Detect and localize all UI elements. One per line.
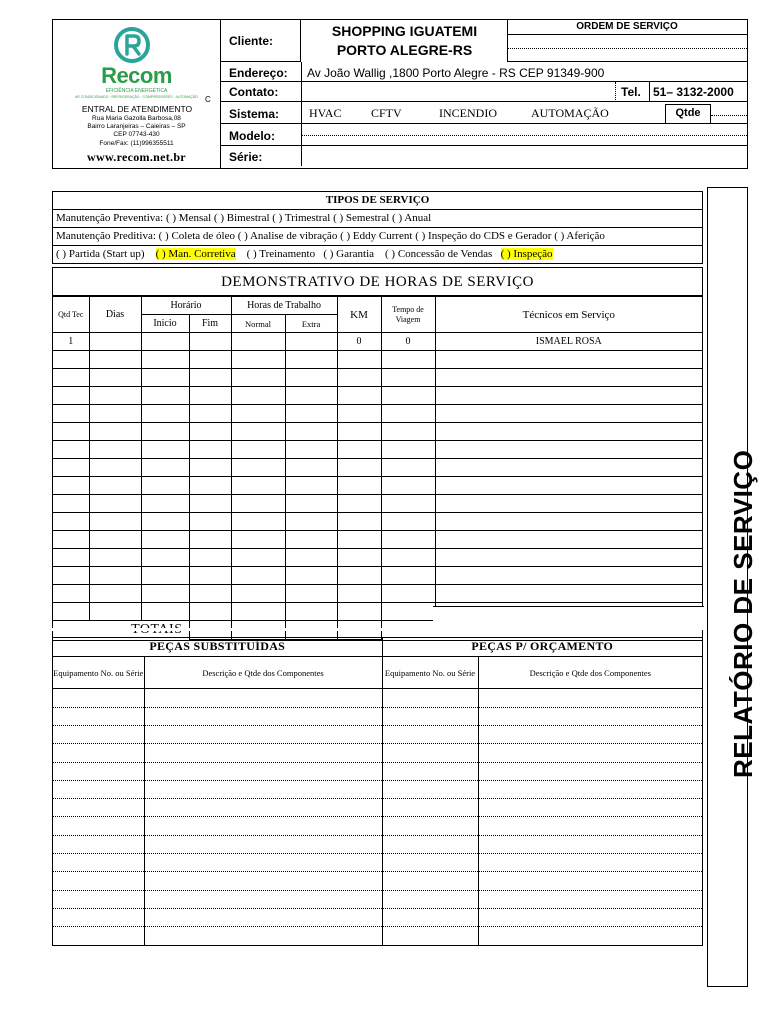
cliente-value-line2: PORTO ALEGRE-RS	[336, 42, 473, 58]
os-label: ORDEM DE SERVIÇO	[576, 21, 678, 32]
recom-logo-icon	[112, 25, 152, 65]
pecas-row	[53, 799, 702, 817]
table-row	[53, 459, 702, 477]
table-row	[53, 567, 702, 585]
pecas-row	[53, 853, 702, 871]
table-row	[53, 441, 702, 459]
demonstrativo-title: DEMONSTRATIVO DE HORAS DE SERVIÇO	[53, 268, 702, 296]
partida-option[interactable]: ( ) Partida (Start up)	[56, 248, 156, 260]
row1-tecnico[interactable]: ISMAEL ROSA	[435, 333, 702, 351]
row1-km[interactable]: 0	[337, 333, 381, 351]
sistema-option-hvac[interactable]: HVAC	[309, 106, 342, 120]
modelo-label: Modelo:	[229, 129, 275, 143]
horas-table	[53, 296, 702, 640]
col-horario: Horário	[141, 297, 231, 315]
right-col-desc: Descrição e Qtde dos Componentes	[478, 656, 702, 689]
sistema-option-incendio[interactable]: INCENDIO	[439, 106, 497, 120]
sistema-label: Sistema:	[229, 107, 280, 121]
contato-label: Contato:	[229, 85, 279, 99]
col-horas-trabalho: Horas de Trabalho	[231, 297, 337, 315]
stray-c: C	[205, 95, 211, 104]
side-title-box	[707, 187, 758, 987]
central-title: ENTRAL DE ATENDIMENTO	[81, 104, 193, 114]
left-col-desc: Descrição e Qtde dos Componentes	[144, 656, 382, 689]
tipos-outros[interactable]	[53, 246, 702, 264]
pecas-row	[53, 744, 702, 762]
pecas-row	[53, 927, 702, 945]
qtde-label: Qtde	[675, 107, 701, 119]
company-logo-block	[53, 20, 221, 168]
header-block	[52, 19, 748, 169]
tipos-servico-block	[52, 191, 703, 264]
company-cep: CEP 07743-430	[113, 131, 160, 138]
pecas-substituidas-title: PEÇAS SUBSTITUÍDAS	[53, 638, 382, 656]
pecas-row	[53, 725, 702, 743]
pecas-block	[52, 637, 703, 946]
row1-tempo[interactable]: 0	[381, 333, 435, 351]
inspecao-option[interactable]: ( ) Inspeção	[500, 248, 553, 260]
side-title: RELATÓRIO DE SERVIÇO	[728, 449, 758, 778]
company-phone: Fone/Fax: (11)996355511	[99, 140, 174, 147]
col-fim: Fim	[189, 315, 231, 333]
pecas-row	[53, 835, 702, 853]
brand-tagline: EFICIÊNCIA ENERGÉTICA	[105, 88, 168, 94]
table-row	[53, 531, 702, 549]
table-row	[53, 351, 702, 369]
tipos-title: TIPOS DE SERVIÇO	[53, 192, 702, 210]
col-km: KM	[337, 297, 381, 333]
col-qtd-tec: Qtd Tec	[53, 297, 89, 333]
col-dias: Dias	[89, 297, 141, 333]
pecas-row	[53, 890, 702, 908]
col-normal: Normal	[231, 315, 285, 333]
table-row	[53, 423, 702, 441]
pecas-row	[53, 817, 702, 835]
cliente-value-line1: SHOPPING IGUATEMI	[331, 23, 478, 39]
pecas-row	[53, 908, 702, 926]
company-address-1: Rua Maria Gazolla Barbosa,08	[92, 115, 181, 122]
pecas-row	[53, 780, 702, 798]
sistema-option-automacao[interactable]: AUTOMAÇÃO	[531, 106, 609, 120]
tel-value: 51– 3132-2000	[653, 85, 734, 99]
col-tempo-viagem: Tempo de Viagem	[381, 297, 435, 333]
endereco-value: Av João Wallig ,1800 Porto Alegre - RS CEP 91349-900	[307, 66, 605, 80]
col-tecnicos: Técnicos em Serviço	[435, 297, 702, 333]
right-col-equip: Equipamento No. ou Série	[382, 656, 478, 689]
row1-qtd[interactable]: 1	[53, 333, 89, 351]
company-address-2: Bairro Laranjeiras – Caieiras – SP	[87, 123, 186, 130]
table-row	[53, 333, 702, 351]
tel-label: Tel.	[621, 85, 641, 99]
serie-label: Série:	[229, 150, 263, 164]
brand-services: AR CONDICIONADO · REFRIGERAÇÃO · COMPRESSORES · AUTOMAÇÃO	[74, 95, 199, 99]
tipos-preventiva[interactable]: Manutenção Preventiva: ( ) Mensal ( ) Bimestral ( ) Trimestral ( ) Semestral ( ) Anual	[53, 210, 702, 228]
table-row	[53, 369, 702, 387]
demonstrativo-block	[52, 267, 703, 641]
left-col-equip: Equipamento No. ou Série	[53, 656, 144, 689]
table-row	[53, 513, 702, 531]
man-corretiva-option[interactable]: ( ) Man. Corretiva	[155, 248, 236, 260]
table-row	[53, 495, 702, 513]
col-inicio: Inicio	[141, 315, 189, 333]
table-row	[53, 405, 702, 423]
brand-name: Recom	[101, 63, 172, 88]
endereco-label: Endereço:	[229, 66, 288, 80]
pecas-row	[53, 762, 702, 780]
table-row	[53, 549, 702, 567]
company-website: www.recom.net.br	[87, 150, 186, 164]
treinamento-garantia-options[interactable]: ( ) Treinamento ( ) Garantia ( ) Concessão de Vendas	[235, 248, 501, 260]
table-row	[53, 585, 702, 603]
pecas-row	[53, 689, 702, 707]
pecas-orcamento-title: PEÇAS P/ ORÇAMENTO	[382, 638, 702, 656]
table-row	[53, 477, 702, 495]
tipos-preditiva[interactable]: Manutenção Preditiva: ( ) Coleta de óleo ( ) Analise de vibração ( ) Eddy Current ( ) Inspeção do CDS e Gerador ( ) Aferição	[53, 228, 702, 246]
cliente-label: Cliente:	[229, 34, 274, 48]
col-extra: Extra	[285, 315, 337, 333]
pecas-row	[53, 707, 702, 725]
table-row	[53, 387, 702, 405]
pecas-row	[53, 872, 702, 890]
sistema-option-cftv[interactable]: CFTV	[371, 106, 402, 120]
